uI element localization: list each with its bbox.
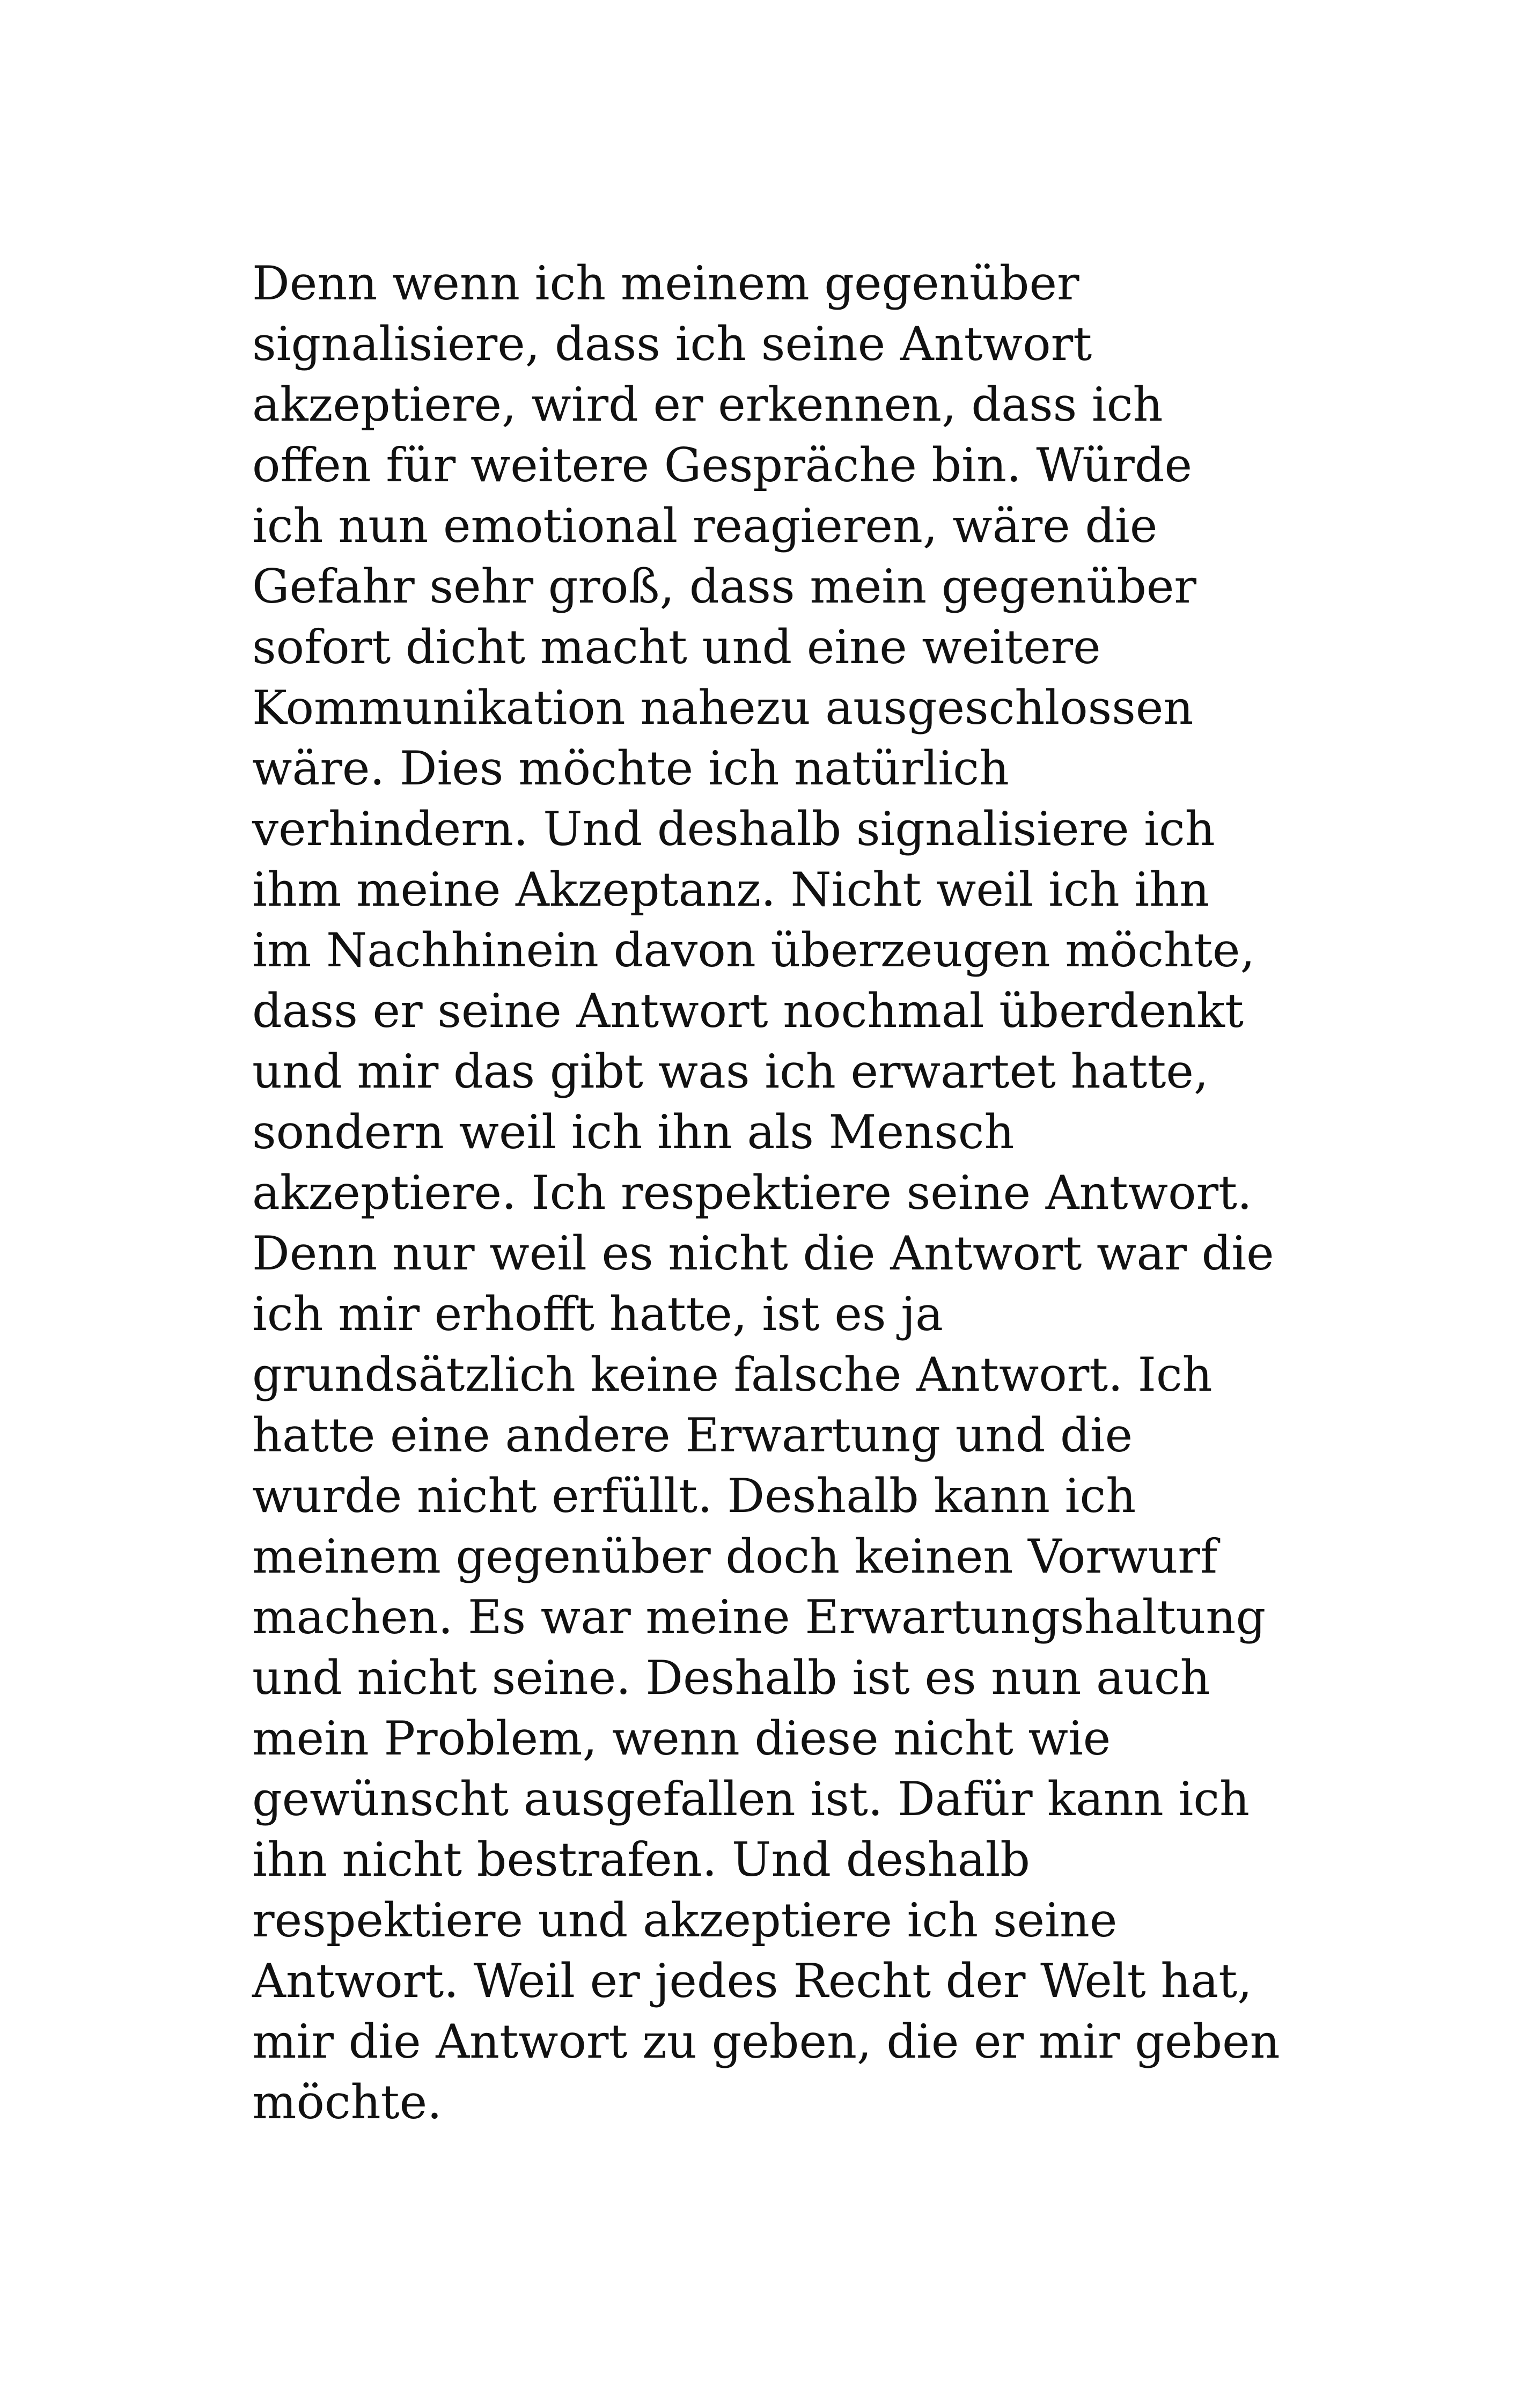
- text-line: Antwort. Weil er jedes Recht der Welt hat,: [252, 1954, 1252, 2008]
- text-line: machen. Es war meine Erwartungshaltung: [252, 1590, 1266, 1645]
- text-line: ihm meine Akzeptanz. Nicht weil ich ihn: [252, 862, 1210, 917]
- text-line: hatte eine andere Erwartung und die: [252, 1408, 1133, 1463]
- text-line: signalisiere, dass ich seine Antwort: [252, 317, 1092, 371]
- text-line: offen für weitere Gespräche bin. Würde: [252, 438, 1193, 493]
- text-line: ihn nicht bestrafen. Und deshalb: [252, 1832, 1030, 1887]
- text-line: im Nachhinein davon überzeugen möchte,: [252, 923, 1255, 978]
- text-line: Denn wenn ich meinem gegenüber: [252, 256, 1079, 311]
- text-line: Denn nur weil es nicht die Antwort war die: [252, 1226, 1274, 1281]
- text-line: mir die Antwort zu geben, die er mir geben: [252, 2014, 1280, 2069]
- text-line: mein Problem, wenn diese nicht wie: [252, 1711, 1111, 1766]
- body-paragraph: [252, 253, 1325, 2133]
- text-line: ich nun emotional reagieren, wäre die: [252, 498, 1158, 553]
- text-line: akzeptiere. Ich respektiere seine Antwort.: [252, 1165, 1252, 1220]
- text-line: grundsätzlich keine falsche Antwort. Ich: [252, 1347, 1213, 1402]
- text-line: ich mir erhofft hatte, ist es ja: [252, 1287, 944, 1341]
- text-line: und mir das gibt was ich erwartet hatte,: [252, 1044, 1209, 1099]
- text-line: verhindern. Und deshalb signalisiere ich: [252, 802, 1215, 856]
- text-line: wurde nicht erfüllt. Deshalb kann ich: [252, 1469, 1136, 1523]
- text-line: sofort dicht macht und eine weitere: [252, 620, 1101, 674]
- text-line: Gefahr sehr groß, dass mein gegenüber: [252, 559, 1197, 614]
- text-line: wäre. Dies möchte ich natürlich: [252, 741, 1009, 796]
- text-line: respektiere und akzeptiere ich seine: [252, 1893, 1118, 1948]
- text-line: Kommunikation nahezu ausgeschlossen: [252, 680, 1194, 735]
- text-line: gewünscht ausgefallen ist. Dafür kann ich: [252, 1772, 1250, 1826]
- text-line: akzeptiere, wird er erkennen, dass ich: [252, 377, 1163, 432]
- text-line: sondern weil ich ihn als Mensch: [252, 1105, 1015, 1159]
- text-line: möchte.: [252, 2075, 442, 2130]
- text-line: dass er seine Antwort nochmal überdenkt: [252, 983, 1244, 1038]
- text-line: meinem gegenüber doch keinen Vorwurf: [252, 1529, 1218, 1584]
- text-line: und nicht seine. Deshalb ist es nun auch: [252, 1650, 1210, 1705]
